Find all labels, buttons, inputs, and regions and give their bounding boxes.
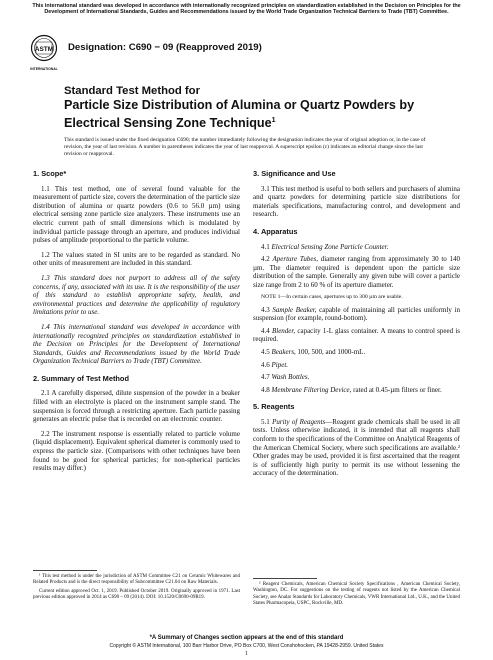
para-4-8 — [253, 386, 460, 395]
para-4-5 — [253, 348, 460, 357]
summary-of-changes-note: *A Summary of Changes section appears at the end of this standard — [149, 635, 344, 641]
copyright-line: Copyright © ASTM International, 100 Barr Harbor Drive, PO Box C700, West Conshohocken, PA 19428-2959. United States — [109, 643, 384, 649]
footnote-1: ¹ This test method is under the jurisdiction of ASTM Committee C21 on Ceramic Whitewares and Related Products and is the direct responsibility of Subcommittee C21.04 on Raw Materials. — [33, 574, 240, 586]
para-4-8-num: 4.8 — [261, 385, 270, 394]
document-title — [64, 98, 444, 131]
section-2-heading: 2. Summary of Test Method — [33, 373, 129, 383]
para-1-3-text: 1.3 This standard does not purport to address all of the safety concerns, if any, associated with its use. It is the responsibility of the user of this standard to establish appropriate safety, health, and environmental practices and determine the applicability of regulatory limitations prior to use. — [33, 273, 240, 317]
note-1: NOTE 1—In certain cases, apertures up to 300 µm are usable. — [261, 293, 403, 300]
para-2-1: 2.1 A carefully dispersed, dilute suspension of the powder in a beaker filled with an electrolyte is placed on the instrument sample stand. The suspension is forced through a restricting aperture. Each particle passing generates an electric pulse that is recorded on an electronic counter. — [33, 389, 240, 424]
title-text: Particle Size Distribution of Alumina or Quartz Powders by Electrical Sensing Zone Technique — [64, 98, 415, 131]
section-1-heading: 1. Scope* — [33, 169, 67, 178]
para-4-6-term: Pipet. — [271, 360, 289, 369]
para-4-2-text: diameter ranging from approximately 30 to 140 µm. The diameter required is dependent upon the particle size distribution of the sample. Generally any given tube will cover a particle size range from 2 to 60 % of its aperture diameter. — [253, 255, 461, 289]
para-4-2-num: 4.2 — [261, 255, 270, 264]
para-4-8-term: Membrane Filtering Device, — [271, 385, 352, 394]
para-3-1: 3.1 This test method is useful to both sellers and purchasers of alumina and quartz powders for determining particle size distributions for materials specifications, manufacturing control, and development and research. — [253, 184, 460, 219]
para-4-3-num: 4.3 — [261, 305, 270, 314]
para-4-7-num: 4.7 — [261, 373, 270, 382]
para-4-1-num: 4.1 — [261, 242, 270, 251]
para-1-4-text: 1.4 This international standard was developed in accordance with internationally recognized principles on standardization established in the Decision on Principles for the Development of International Standards, Guides and Recommendations issued by the World Trade Organization Technical Barriers to Trade (TBT) Committee. — [33, 322, 240, 366]
para-4-3-term: Sample Beaker, — [272, 305, 317, 314]
para-5-1-num: 5.1 — [261, 417, 270, 426]
footnote-2: ² Reagent Chemicals, American Chemical Society Specifications , American Chemical Society, Washington, DC. For suggestions on the testing of reagents not listed by the American Chemical Society, see Analar Standards for Laboratory Chemicals, VWR International Ltd., U.K., and the United States Pharmacopeia, USPC, Rockville, MD. — [253, 582, 460, 606]
para-4-2 — [253, 255, 460, 289]
para-4-1-text: Electrical Sensing Zone Particle Counter. — [271, 242, 389, 251]
title-line1: Standard Test Method for — [64, 85, 200, 97]
para-4-4 — [253, 327, 460, 344]
section-3-heading: 3. Significance and Use — [253, 169, 336, 178]
para-4-4-num: 4.4 — [261, 326, 270, 335]
left-column — [33, 170, 240, 479]
section-5-heading: 5. Reagents — [253, 402, 295, 412]
para-4-5-text: 100, 500, and 1000-mL. — [297, 347, 366, 356]
para-1-1: 1.1 This test method, one of several found valuable for the measurement of particle size, covers the determination of the particle size distribution of alumina or quartz powders (0.6 to 56.0 µm) using electrical sensing zone particle size analyzers. These instruments use an electric current path of small dimensions which is modulated by individual particle passage through an aperture, and produces individual pulses of amplitude proportional to the particle volume. — [33, 184, 240, 245]
para-4-8-text: rated at 0.45-µm filters or finer. — [353, 385, 442, 394]
para-4-5-num: 4.5 — [261, 347, 270, 356]
footnotes-right — [253, 578, 460, 609]
footnotes-left — [33, 570, 240, 603]
para-4-3 — [253, 306, 460, 323]
para-5-1-term: Purity of Reagents — [272, 417, 326, 426]
para-4-1 — [253, 243, 460, 252]
footnote-edition: Current edition approved Oct. 1, 2019. Published October 2019. Originally approved in 1971. Last previous edition approved in 2014 as C690 – 09 (2014). DOI: 10.1520/C0690-09R19. — [33, 588, 240, 600]
intro-paragraph: This standard is issued under the fixed designation C690; the number immediately following the designation indicates the year of original adoption or, in the case of revision, the year of last revision. A number in parentheses indicates the year of last reapproval. A superscript epsilon (ε) indicates an editorial change since the last revision or reapproval. — [64, 137, 426, 158]
para-4-4-text: capacity 1-L glass container. A means to control speed is required. — [253, 326, 461, 344]
section-4-heading: 4. Apparatus — [253, 226, 298, 236]
para-2-2: 2.2 The instrument response is essentially related to particle volume (liquid displacement). Equivalent spherical diameter is commonly used to express the particle size. (Comparisons with other techniques have been found to be good for spherical particles; for non-spherical particles results may differ.) — [33, 429, 240, 473]
para-4-6 — [253, 361, 460, 370]
astm-logo — [30, 34, 58, 78]
title-footnote-marker: 1 — [271, 117, 276, 124]
para-4-2-term: Aperture Tubes, — [272, 255, 318, 264]
para-4-7 — [253, 373, 460, 382]
logo-text: ASTM — [34, 46, 54, 53]
para-5-1 — [253, 418, 460, 478]
right-column — [253, 170, 460, 484]
designation: Designation: C690 − 09 (Reapproved 2019) — [68, 42, 262, 53]
title-block — [64, 85, 444, 131]
para-4-3-text: capable of maintaining all particles uniformly in suspension (for example, round-bottom). — [253, 305, 460, 323]
para-4-4-term: Blender, — [271, 326, 296, 335]
page-number: 1 — [245, 651, 248, 657]
para-1-4 — [33, 323, 240, 366]
para-5-1-text: —Reagent grade chemicals shall be used in all tests. Unless otherwise indicated, it is intended that all reagents shall conform to the specifications of the Committee on Analytical Reagents of the American Chemical Society, where such specifications are available.² Other grades may be used, provided it is first ascertained that the reagent is of sufficiently high purity to permit its use without lessening the accuracy of the determination. — [253, 417, 460, 478]
para-1-3 — [33, 274, 240, 317]
para-4-7-term: Wash Bottles. — [271, 373, 310, 382]
footnote-rule-left — [33, 570, 97, 571]
footnote-rule-right — [253, 578, 317, 579]
para-4-6-num: 4.6 — [261, 360, 270, 369]
logo-subtext: INTERNATIONAL — [30, 67, 58, 71]
para-4-5-term: Beakers, — [271, 347, 296, 356]
tbt-notice: This international standard was developed in accordance with internationally recognized principles on standardization established in the Decision on Principles for the Development of International Standards, Guides and Recommendations issued by the World Trade Organization Technical Barriers to Trade (TBT) Committee. — [32, 3, 461, 16]
para-1-2: 1.2 The values stated in SI units are to be regarded as standard. No other units of measurement are included in this standard. — [33, 250, 240, 268]
